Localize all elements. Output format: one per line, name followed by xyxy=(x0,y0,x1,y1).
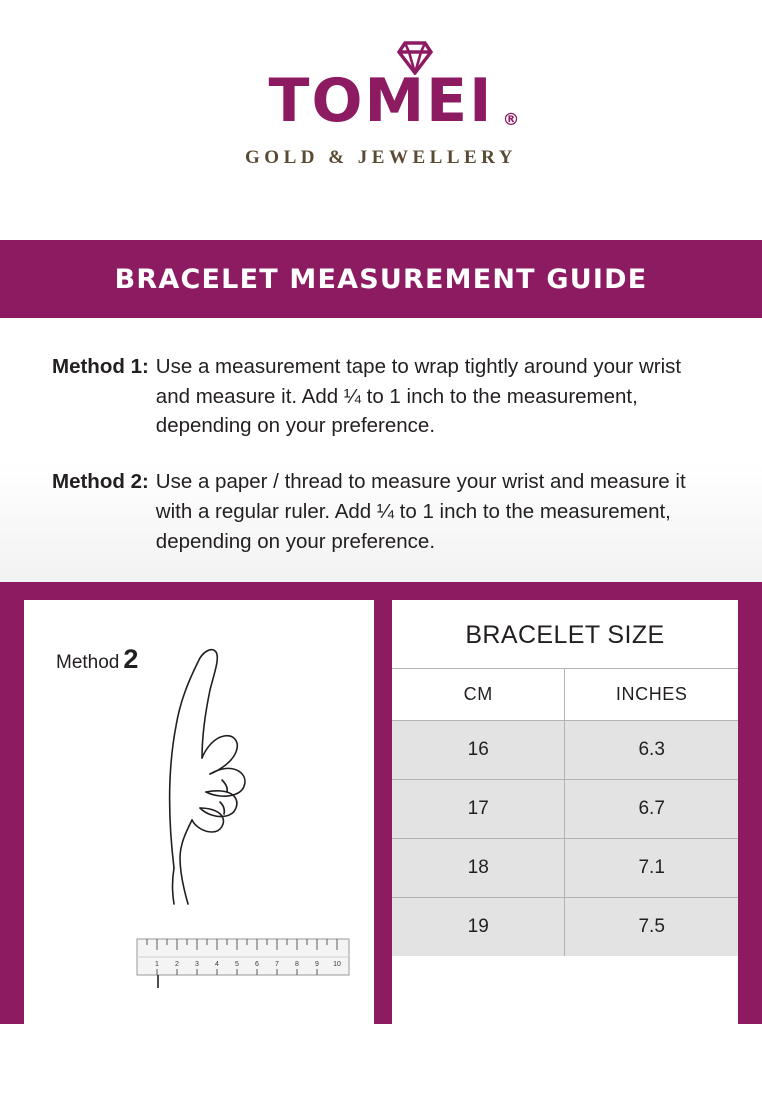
method-item xyxy=(52,467,716,556)
brand-wordmark xyxy=(268,66,520,136)
cell-cm: 17 xyxy=(392,780,565,839)
table-header-row xyxy=(392,669,738,721)
cell-cm: 16 xyxy=(392,721,565,780)
table-row xyxy=(392,780,738,839)
method-text: Use a paper / thread to measure your wrist and measure it with a regular ruler. Add ¼ to 1 inch to the measurement, depending on your preference. xyxy=(155,470,686,553)
ruler-tick-label: 6 xyxy=(255,961,259,969)
ruler-icon xyxy=(136,938,350,990)
bracelet-size-table xyxy=(392,669,738,956)
method-item xyxy=(52,352,716,441)
cell-inches: 7.1 xyxy=(565,839,738,898)
ruler-tick-label: 1 xyxy=(155,961,159,969)
page-title-band xyxy=(0,240,762,318)
method-label: Method 1: xyxy=(52,355,149,378)
registered-mark: ® xyxy=(502,110,520,130)
ruler-tick-label: 5 xyxy=(235,961,239,969)
illustration-caption-number: 2 xyxy=(123,644,139,675)
page-title: BRACELET MEASUREMENT GUIDE xyxy=(114,263,648,295)
ruler-tick-label: 3 xyxy=(195,961,199,969)
method-text: Use a measurement tape to wrap tightly around your wrist and measure it. Add ¼ to 1 inch to the measurement, depending on your preference. xyxy=(155,355,682,438)
table-row xyxy=(392,721,738,780)
column-header-cm: CM xyxy=(392,669,565,721)
table-row xyxy=(392,898,738,957)
illustration-caption-label: Method xyxy=(56,652,120,674)
cell-cm: 18 xyxy=(392,839,565,898)
ruler-tick-label: 7 xyxy=(275,961,279,969)
brand-name: TOMEI xyxy=(268,66,494,136)
brand-header xyxy=(0,0,762,240)
cell-cm: 19 xyxy=(392,898,565,957)
table-title: BRACELET SIZE xyxy=(392,600,738,669)
column-header-inches: INCHES xyxy=(565,669,738,721)
hand-illustration-icon xyxy=(110,618,300,918)
ruler-tick-label: 8 xyxy=(295,961,299,969)
brand-tagline: GOLD & JEWELLERY xyxy=(245,147,517,168)
table-row xyxy=(392,839,738,898)
ruler-tick-label: 2 xyxy=(175,961,179,969)
ruler-tick-label: 10 xyxy=(333,961,341,969)
illustration-card xyxy=(24,600,374,1024)
ruler-tick-label: 4 xyxy=(215,961,219,969)
bottom-section xyxy=(0,582,762,1024)
method-label: Method 2: xyxy=(52,470,149,494)
methods-section xyxy=(0,318,762,582)
cell-inches: 6.3 xyxy=(565,721,738,780)
bracelet-size-card xyxy=(392,600,738,1024)
cell-inches: 7.5 xyxy=(638,916,665,938)
cell-inches: 6.7 xyxy=(565,780,738,839)
logo-wrap xyxy=(268,66,520,136)
ruler-tick-label: 9 xyxy=(315,961,319,969)
